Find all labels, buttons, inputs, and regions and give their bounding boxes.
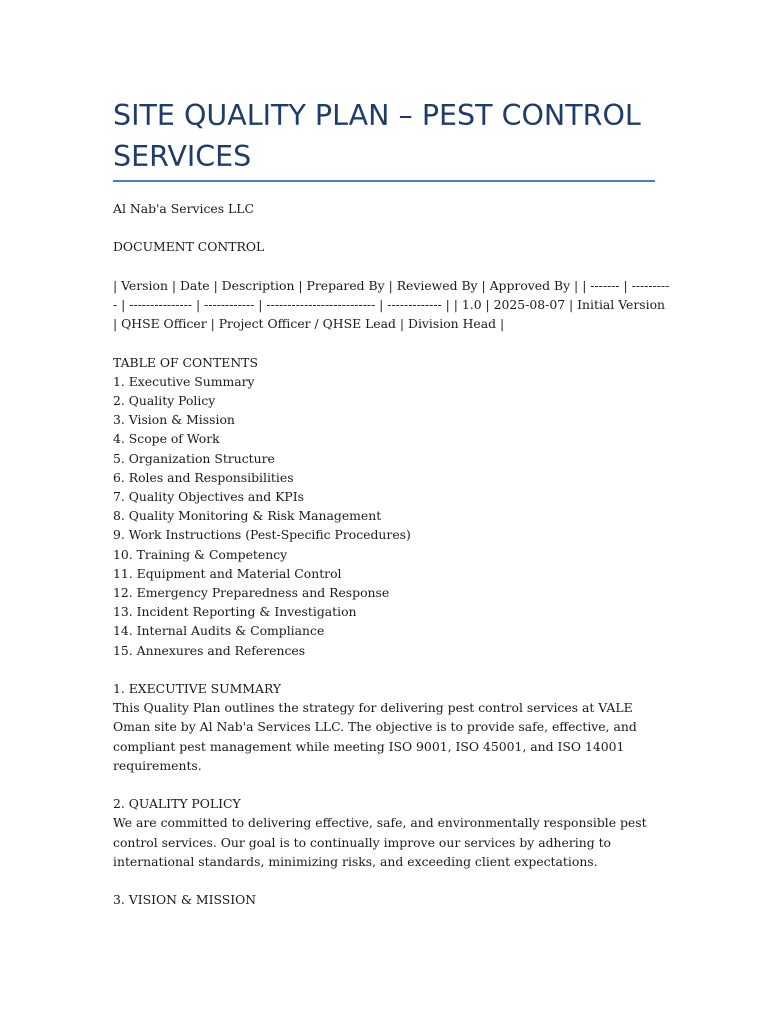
- toc-item: 5. Organization Structure: [113, 450, 275, 466]
- toc-item: 13. Incident Reporting & Investigation: [113, 604, 357, 620]
- toc-item: 7. Quality Objectives and KPIs: [113, 489, 304, 504]
- toc-item: 3. Vision & Mission: [113, 412, 235, 428]
- toc-heading: TABLE OF CONTENTS: [113, 354, 258, 370]
- section-body-quality-policy: We are committed to delivering effective, safe, and environmentally responsible pest control services. Our goal is to continually improve our services by adhering to international standards, minimizing risks, and exceeding client expectations.: [113, 815, 647, 869]
- table-header-row: | Version | Date | Description | Prepared By | Reviewed By | Approved By |: [113, 277, 579, 293]
- toc-item: 10. Training & Competency: [113, 546, 288, 562]
- table-separator-row: | ------- | ---------- | --------------- | ------------ | -------------------------- | ------------- |: [113, 277, 670, 312]
- toc-item: 4. Scope of Work: [113, 431, 220, 447]
- toc-item: 15. Annexures and References: [113, 642, 306, 658]
- toc-item: 2. Quality Policy: [113, 392, 216, 408]
- toc-item: 1. Executive Summary: [113, 373, 255, 389]
- section-heading-vision-mission: 3. VISION & MISSION: [113, 892, 257, 908]
- section-heading-executive-summary: 1. EXECUTIVE SUMMARY: [113, 681, 282, 697]
- toc-item: 8. Quality Monitoring & Risk Management: [113, 508, 382, 524]
- toc-item: 9. Work Instructions (Pest-Specific Procedures): [113, 527, 411, 543]
- toc-item: 11. Equipment and Material Control: [113, 565, 342, 581]
- document-body: [113, 199, 673, 909]
- document-control-heading: DOCUMENT CONTROL: [113, 239, 265, 255]
- section-heading-quality-policy: 2. QUALITY POLICY: [113, 796, 241, 812]
- toc-item: 6. Roles and Responsibilities: [113, 469, 294, 485]
- section-body-executive-summary: This Quality Plan outlines the strategy for delivering pest control services at VALE Oman site by Al Nab'a Services LLC. The objective is to provide safe, effective, and compliant pest management while meeting ISO 9001, ISO 45001, and ISO 14001 requirements.: [113, 700, 637, 773]
- toc-item: 14. Internal Audits & Compliance: [113, 623, 325, 639]
- company-name: Al Nab'a Services LLC: [113, 201, 254, 216]
- toc-item: 12. Emergency Preparedness and Response: [113, 585, 390, 601]
- title-divider: [113, 180, 655, 182]
- table-data-row: | 1.0 | 2025-08-07 | Initial Version | QHSE Officer | Project Officer / QHSE Lead | Division Head |: [113, 296, 666, 332]
- document-title: SITE QUALITY PLAN – PEST CONTROL SERVICES: [113, 99, 641, 173]
- document-control-table: [113, 276, 673, 334]
